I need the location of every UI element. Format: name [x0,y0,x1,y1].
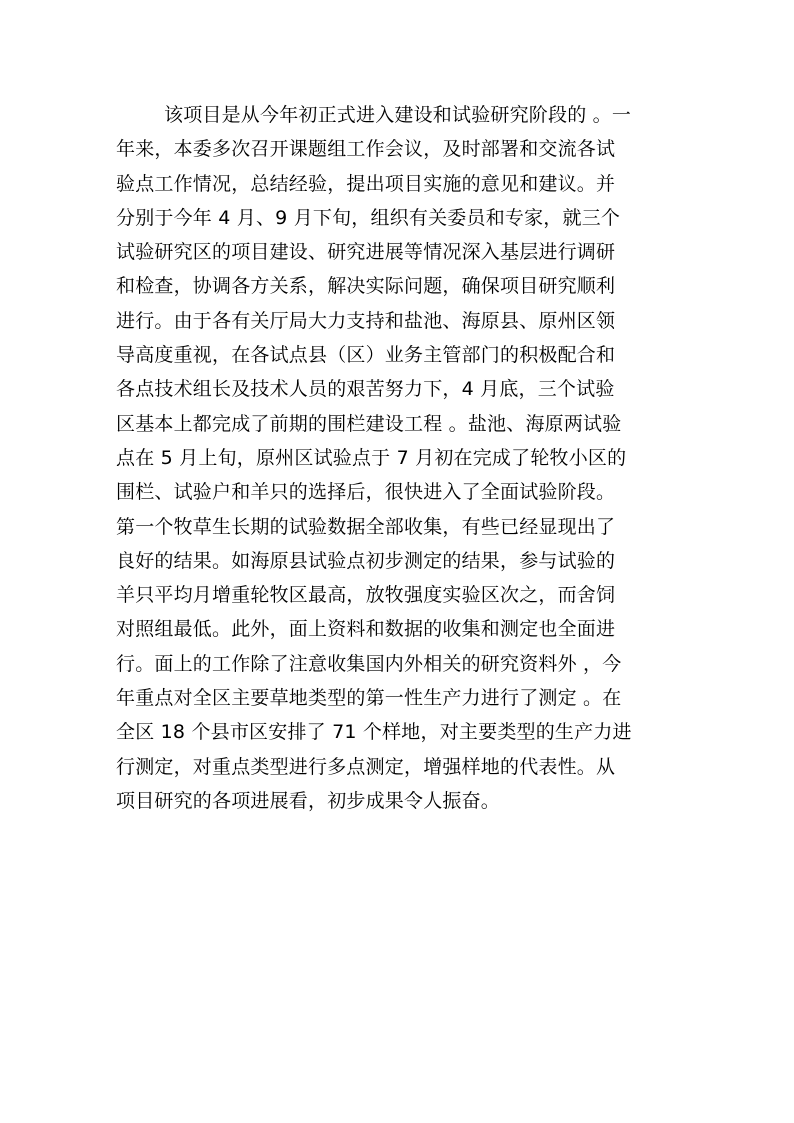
paragraph-line: 良好的结果。如海原县试验点初步测定的结果，参与试验的 [116,549,616,572]
paragraph-line: 对照组最低。此外，面上资料和数据的收集和测定也全面进 [116,618,616,641]
paragraph-line: 年重点对全区主要草地类型的第一性生产力进行了测定 。在 [116,687,622,710]
paragraph-line: 各点技术组长及技术人员的艰苦努力下，4 月底，三个试验 [116,378,615,401]
paragraph-line: 第一个牧草生长期的试验数据全部收集，有些已经显现出了 [116,515,616,538]
paragraph-line: 和检查，协调各方关系，解决实际问题，确保项目研究顺利 [116,275,616,298]
paragraph-line: 区基本上都完成了前期的围栏建设工程 。盐池、海原两试验 [116,412,622,435]
paragraph-line: 分别于今年 4 月、9 月下旬，组织有关委员和专家，就三个 [116,206,621,229]
paragraph-line: 进行。由于各有关厅局大力支持和盐池、海原县、原州区领 [116,309,616,332]
paragraph-line: 行测定，对重点类型进行多点测定，增强样地的代表性。从 [116,755,616,778]
paragraph-line: 导高度重视，在各试点县（区）业务主管部门的积极配合和 [116,344,616,367]
paragraph-line: 试验研究区的项目建设、研究进展等情况深入基层进行调研 [116,241,616,264]
paragraph-line: 点在 5 月上旬，原州区试验点于 7 月初在完成了轮牧小区的 [116,446,627,469]
paragraph-line: 该项目是从今年初正式进入建设和试验研究阶段的 。一 [164,104,632,126]
paragraph [116,98,686,818]
paragraph-line: 围栏、试验户和羊只的选择后，很快进入了全面试验阶段。 [116,481,616,504]
paragraph-line: 全区 18 个县市区安排了 71 个样地，对主要类型的生产力进 [116,721,632,744]
paragraph-line: 年来，本委多次召开课题组工作会议，及时部署和交流各试 [116,138,616,161]
paragraph-line: 羊只平均月增重轮牧区最高，放牧强度实验区次之，而舍饲 [116,584,616,607]
paragraph-line: 行。面上的工作除了注意收集国内外相关的研究资料外 ，今 [116,652,622,675]
paragraph-line: 验点工作情况，总结经验，提出项目实施的意见和建议。并 [116,172,616,195]
paragraph-line: 项目研究的各项进展看，初步成果令人振奋。 [116,789,501,812]
